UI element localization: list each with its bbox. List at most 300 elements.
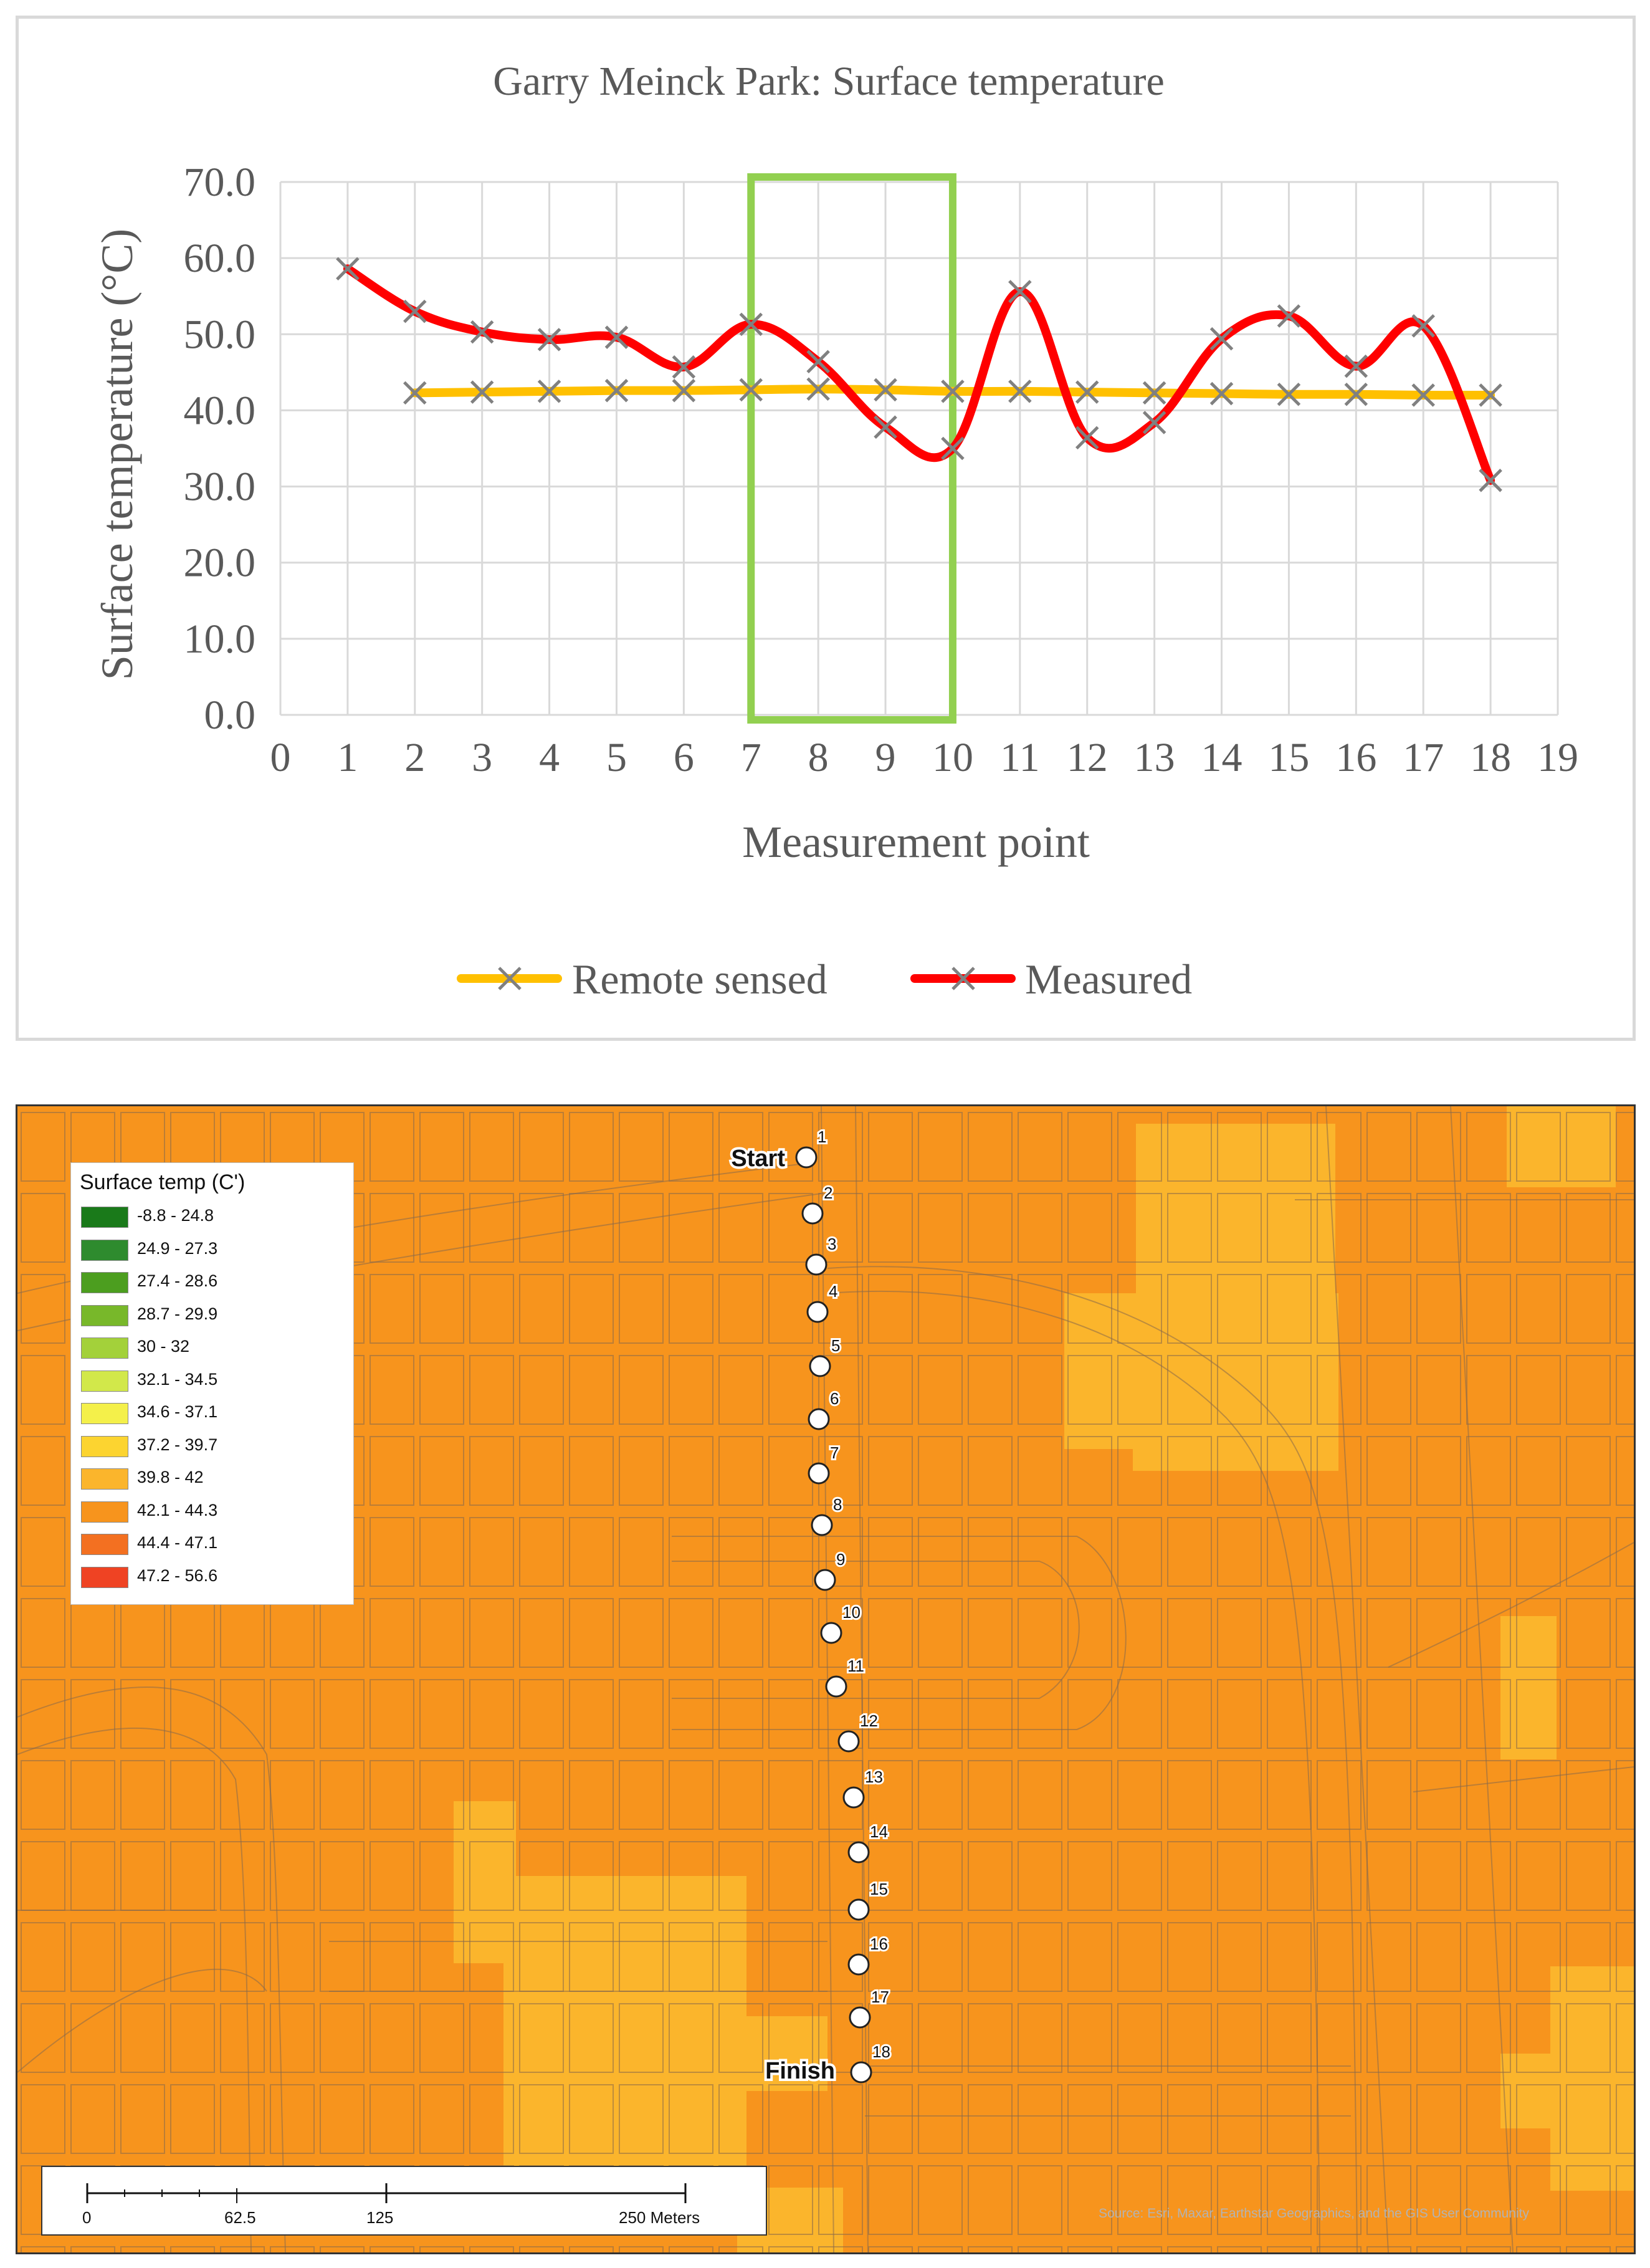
cooler-zone bbox=[454, 1876, 746, 1963]
parcel bbox=[470, 1437, 513, 1505]
parcel bbox=[420, 1356, 464, 1424]
cooler-zone bbox=[1507, 1106, 1616, 1187]
parcel bbox=[968, 2166, 1012, 2234]
x-tick-label: 16 bbox=[1335, 735, 1377, 780]
x-tick-label: 0 bbox=[270, 735, 291, 780]
parcel bbox=[918, 2247, 962, 2252]
parcel bbox=[1018, 1680, 1062, 1748]
point-label: 7 bbox=[830, 1443, 839, 1462]
parcel bbox=[21, 1275, 65, 1343]
parcel bbox=[1018, 2004, 1062, 2072]
measurement-point-9 bbox=[815, 1550, 845, 1590]
parcel bbox=[968, 1194, 1012, 1262]
parcel bbox=[968, 1437, 1012, 1505]
parcel bbox=[1068, 1923, 1112, 1991]
parcel bbox=[1616, 1437, 1634, 1505]
chart-title: Garry Meinck Park: Surface temperature bbox=[493, 59, 1165, 104]
parcel bbox=[420, 2004, 464, 2072]
parcel bbox=[1267, 2247, 1311, 2252]
parcel bbox=[1068, 2085, 1112, 2153]
legend-class-label: 47.2 - 56.6 bbox=[137, 1566, 218, 1585]
parcel bbox=[21, 1518, 65, 1586]
legend-class-swatch bbox=[81, 1501, 128, 1523]
y-tick-label: 0.0 bbox=[204, 692, 255, 738]
parcel bbox=[1417, 1437, 1461, 1505]
parcel bbox=[619, 1680, 663, 1748]
parcel bbox=[1018, 1761, 1062, 1829]
legend-class-label: 42.1 - 44.3 bbox=[137, 1500, 218, 1519]
parcel bbox=[221, 1680, 264, 1748]
parcel bbox=[370, 1518, 414, 1586]
parcel bbox=[171, 1599, 214, 1667]
parcel bbox=[968, 1112, 1012, 1181]
parcel bbox=[1417, 1923, 1461, 1991]
scale-label-1: 62.5 bbox=[224, 2208, 256, 2227]
cooler-zone bbox=[1500, 1616, 1557, 1759]
y-tick-label: 20.0 bbox=[183, 540, 255, 586]
parcel bbox=[121, 1761, 165, 1829]
legend-class-label: 24.9 - 27.3 bbox=[137, 1238, 218, 1258]
parcel bbox=[370, 2085, 414, 2153]
parcel bbox=[420, 1518, 464, 1586]
parcel bbox=[370, 1112, 414, 1181]
parcel bbox=[1616, 1518, 1634, 1586]
parcel bbox=[1417, 2247, 1461, 2252]
parcel bbox=[619, 1194, 663, 1262]
x-tick-label: 6 bbox=[673, 735, 694, 780]
legend-class-swatch bbox=[81, 1272, 128, 1293]
parcel bbox=[1367, 1518, 1411, 1586]
parcel bbox=[1417, 1761, 1461, 1829]
parcel bbox=[968, 2004, 1012, 2072]
parcel bbox=[1567, 1275, 1610, 1343]
parcel bbox=[270, 1761, 314, 1829]
parcel bbox=[1168, 1518, 1211, 1586]
parcel bbox=[869, 1437, 912, 1505]
legend-item-measured bbox=[915, 955, 1192, 1003]
parcel bbox=[669, 1680, 713, 1748]
parcel bbox=[1018, 1599, 1062, 1667]
parcel bbox=[1517, 2247, 1560, 2252]
parcel bbox=[470, 2247, 513, 2252]
parcel bbox=[1018, 1112, 1062, 1181]
parcel bbox=[769, 1275, 813, 1343]
point-label: 9 bbox=[836, 1550, 846, 1569]
cooler-zone bbox=[503, 1963, 746, 2200]
parcel bbox=[520, 1356, 563, 1424]
cooler-zone bbox=[1500, 2054, 1557, 2128]
parcel bbox=[1068, 1680, 1112, 1748]
parcel bbox=[1068, 1842, 1112, 1910]
parcel bbox=[918, 2004, 962, 2072]
point-label: 15 bbox=[870, 1880, 888, 1898]
legend-class-label: 44.4 - 47.1 bbox=[137, 1533, 218, 1552]
legend-class-swatch bbox=[81, 1240, 128, 1261]
legend-class-label: 37.2 - 39.7 bbox=[137, 1435, 218, 1454]
parcel bbox=[570, 1518, 613, 1586]
parcel bbox=[21, 2085, 65, 2153]
parcel bbox=[1168, 1680, 1211, 1748]
parcel bbox=[769, 1680, 813, 1748]
parcel bbox=[1417, 1194, 1461, 1262]
parcel bbox=[1417, 1599, 1461, 1667]
parcel bbox=[1317, 2085, 1361, 2153]
x-tick-label: 13 bbox=[1133, 735, 1175, 780]
parcel bbox=[1567, 1437, 1610, 1505]
parcel bbox=[1118, 1923, 1161, 1991]
parcel bbox=[570, 1761, 613, 1829]
parcel bbox=[21, 1437, 65, 1505]
map-source-credit: Source: Esri, Maxar, Earthstar Geographics, and the GIS User Community bbox=[1099, 2206, 1529, 2221]
legend-class-label: 34.6 - 37.1 bbox=[137, 1402, 218, 1421]
parcel bbox=[1168, 1842, 1211, 1910]
parcel bbox=[1417, 1680, 1461, 1748]
parcel bbox=[1417, 2166, 1461, 2234]
x-tick-label: 15 bbox=[1268, 735, 1310, 780]
parcel bbox=[1567, 1356, 1610, 1424]
parcel bbox=[1168, 2085, 1211, 2153]
parcel bbox=[1018, 1842, 1062, 1910]
point-label: 10 bbox=[842, 1603, 861, 1622]
parcel bbox=[1517, 1356, 1560, 1424]
parcel bbox=[619, 1518, 663, 1586]
parcel bbox=[1417, 1518, 1461, 1586]
parcel bbox=[1367, 1761, 1411, 1829]
y-tick-label: 40.0 bbox=[183, 388, 255, 434]
parcel bbox=[21, 1356, 65, 1424]
parcel bbox=[669, 1518, 713, 1586]
scale-label-2: 125 bbox=[366, 2208, 394, 2227]
parcel bbox=[1567, 1599, 1610, 1667]
parcel bbox=[1367, 1680, 1411, 1748]
parcel bbox=[1567, 1194, 1610, 1262]
parcel bbox=[1417, 1356, 1461, 1424]
measurement-point-17 bbox=[850, 1988, 889, 2027]
parcel bbox=[171, 2247, 214, 2252]
series-line-measured bbox=[348, 269, 1490, 481]
parcel bbox=[470, 1275, 513, 1343]
parcel bbox=[121, 2085, 165, 2153]
scale-bar bbox=[41, 2166, 767, 2236]
legend-class-swatch bbox=[81, 1371, 128, 1392]
parcel bbox=[1267, 1761, 1311, 1829]
parcel bbox=[1218, 2247, 1261, 2252]
parcel bbox=[769, 1599, 813, 1667]
parcel bbox=[320, 1842, 364, 1910]
parcel bbox=[918, 1842, 962, 1910]
street-outline bbox=[17, 1969, 267, 2072]
parcel bbox=[619, 1275, 663, 1343]
point-label: 16 bbox=[870, 1935, 888, 1953]
parcel bbox=[420, 1194, 464, 1262]
parcel bbox=[1068, 1194, 1112, 1262]
parcel bbox=[21, 1923, 65, 1991]
parcel bbox=[769, 2085, 813, 2153]
parcel bbox=[570, 1680, 613, 1748]
scale-label-0: 0 bbox=[82, 2208, 92, 2227]
parcel bbox=[769, 1194, 813, 1262]
parcel bbox=[570, 1437, 613, 1505]
parcel bbox=[171, 1761, 214, 1829]
parcel bbox=[1517, 1194, 1560, 1262]
parcel bbox=[171, 1923, 214, 1991]
parcel bbox=[1018, 2247, 1062, 2252]
point-label: 12 bbox=[860, 1711, 878, 1730]
parcel bbox=[1367, 1599, 1411, 1667]
parcel bbox=[918, 1275, 962, 1343]
parcel bbox=[619, 1356, 663, 1424]
parcel bbox=[1417, 1842, 1461, 1910]
parcel bbox=[1317, 1518, 1361, 1586]
parcel bbox=[918, 1112, 962, 1181]
parcel bbox=[918, 2166, 962, 2234]
parcel bbox=[1118, 1680, 1161, 1748]
measurement-point-18 bbox=[851, 2042, 890, 2082]
parcel bbox=[21, 1599, 65, 1667]
parcel bbox=[1118, 2085, 1161, 2153]
measurement-point-12 bbox=[839, 1711, 878, 1751]
y-tick-label: 60.0 bbox=[183, 236, 255, 282]
parcel bbox=[1267, 1842, 1311, 1910]
parcel bbox=[669, 1275, 713, 1343]
parcel bbox=[1267, 2085, 1311, 2153]
parcel bbox=[1218, 2166, 1261, 2234]
legend-class-label: 39.8 - 42 bbox=[137, 1468, 204, 1486]
parcel bbox=[769, 1761, 813, 1829]
scale-label-3: 250 Meters bbox=[619, 2208, 700, 2227]
y-tick-label: 30.0 bbox=[183, 464, 255, 510]
parcel bbox=[121, 1842, 165, 1910]
parcel bbox=[1168, 1599, 1211, 1667]
parcel bbox=[570, 1356, 613, 1424]
point-label: 5 bbox=[831, 1336, 841, 1355]
parcel bbox=[619, 1437, 663, 1505]
parcel bbox=[869, 2247, 912, 2252]
parcel bbox=[869, 2166, 912, 2234]
parcel bbox=[1118, 2166, 1161, 2234]
parcel bbox=[1068, 1761, 1112, 1829]
parcel bbox=[570, 1112, 613, 1181]
parcel bbox=[470, 1599, 513, 1667]
parcel bbox=[370, 1275, 414, 1343]
parcel bbox=[1517, 1437, 1560, 1505]
parcel bbox=[719, 1761, 763, 1829]
parcel bbox=[669, 1194, 713, 1262]
parcel bbox=[71, 2004, 115, 2072]
parcel bbox=[1068, 1112, 1112, 1181]
parcel bbox=[121, 1599, 165, 1667]
legend-class-label: 32.1 - 34.5 bbox=[137, 1369, 218, 1389]
parcel bbox=[320, 2004, 364, 2072]
parcel bbox=[1168, 2004, 1211, 2072]
parcel bbox=[520, 1275, 563, 1343]
x-tick-label: 2 bbox=[404, 735, 426, 780]
parcel bbox=[869, 2004, 912, 2072]
parcel bbox=[121, 2247, 165, 2252]
parcel bbox=[669, 1599, 713, 1667]
parcel bbox=[1018, 1194, 1062, 1262]
parcel bbox=[1168, 1761, 1211, 1829]
parcel bbox=[968, 1518, 1012, 1586]
parcel bbox=[769, 1356, 813, 1424]
parcel bbox=[370, 2004, 414, 2072]
parcel bbox=[918, 1518, 962, 1586]
parcel bbox=[370, 2247, 414, 2252]
measurement-point-8 bbox=[812, 1495, 842, 1535]
parcel bbox=[1517, 1842, 1560, 1910]
parcel bbox=[769, 1437, 813, 1505]
parcel bbox=[1317, 2166, 1361, 2234]
parcel bbox=[1567, 1761, 1610, 1829]
parcel bbox=[1168, 2166, 1211, 2234]
parcel bbox=[320, 1599, 364, 1667]
parcel bbox=[1467, 1842, 1510, 1910]
parcel bbox=[719, 1599, 763, 1667]
map-panel bbox=[16, 1104, 1636, 2254]
parcel bbox=[21, 1680, 65, 1748]
parcel bbox=[1367, 2085, 1411, 2153]
parcel bbox=[221, 1599, 264, 1667]
parcel bbox=[1467, 2247, 1510, 2252]
parcel bbox=[420, 1275, 464, 1343]
parcel bbox=[1367, 2004, 1411, 2072]
parcel bbox=[1218, 1761, 1261, 1829]
parcel bbox=[21, 2004, 65, 2072]
parcel bbox=[719, 1680, 763, 1748]
legend-class-swatch bbox=[81, 1436, 128, 1457]
parcel bbox=[520, 1194, 563, 1262]
parcel bbox=[968, 1275, 1012, 1343]
parcel bbox=[1018, 1356, 1062, 1424]
parcel bbox=[520, 1680, 563, 1748]
parcel bbox=[221, 2247, 264, 2252]
parcel bbox=[869, 1194, 912, 1262]
x-axis-label: Measurement point bbox=[742, 817, 1090, 867]
parcel bbox=[1018, 1923, 1062, 1991]
parcel bbox=[869, 1112, 912, 1181]
parcel bbox=[1467, 1194, 1510, 1262]
parcel bbox=[968, 1599, 1012, 1667]
parcel bbox=[1417, 2085, 1461, 2153]
parcel bbox=[1616, 1275, 1634, 1343]
parcel bbox=[1367, 1437, 1411, 1505]
parcel bbox=[71, 1599, 115, 1667]
parcel bbox=[1018, 2085, 1062, 2153]
parcel bbox=[1218, 1842, 1261, 1910]
parcel bbox=[918, 2085, 962, 2153]
legend-label: Remote sensed bbox=[572, 955, 827, 1003]
legend-class-swatch bbox=[81, 1305, 128, 1326]
parcel bbox=[420, 2247, 464, 2252]
parcel bbox=[968, 1680, 1012, 1748]
x-tick-label: 4 bbox=[539, 735, 560, 780]
parcel bbox=[370, 1761, 414, 1829]
parcel bbox=[270, 2247, 314, 2252]
parcel bbox=[819, 2085, 862, 2153]
point-label: 17 bbox=[871, 1988, 889, 2006]
parcel bbox=[121, 2004, 165, 2072]
parcel bbox=[1467, 1112, 1510, 1181]
parcel bbox=[71, 2085, 115, 2153]
y-tick-label: 50.0 bbox=[183, 312, 255, 358]
point-label: 1 bbox=[818, 1127, 827, 1146]
legend-class-label: 30 - 32 bbox=[137, 1337, 190, 1356]
parcel bbox=[470, 1680, 513, 1748]
parcel bbox=[470, 1518, 513, 1586]
parcel bbox=[1018, 1437, 1062, 1505]
parcel bbox=[968, 1356, 1012, 1424]
parcel bbox=[918, 1923, 962, 1991]
x-tick-label: 1 bbox=[337, 735, 358, 780]
point-label: 2 bbox=[824, 1184, 833, 1202]
parcel bbox=[669, 1761, 713, 1829]
parcel bbox=[869, 2085, 912, 2153]
parcel bbox=[869, 1599, 912, 1667]
parcel bbox=[1317, 1680, 1361, 1748]
parcel bbox=[1567, 1842, 1610, 1910]
parcel bbox=[769, 1923, 813, 1991]
parcel bbox=[420, 2085, 464, 2153]
parcel bbox=[370, 1842, 414, 1910]
parcel bbox=[1517, 1761, 1560, 1829]
parcel bbox=[968, 2247, 1012, 2252]
parcel bbox=[719, 1275, 763, 1343]
parcel bbox=[470, 1112, 513, 1181]
parcel bbox=[171, 2085, 214, 2153]
parcel bbox=[21, 1112, 65, 1181]
legend-class-label: 28.7 - 29.9 bbox=[137, 1304, 218, 1323]
parcel bbox=[21, 1194, 65, 1262]
measurement-point-2 bbox=[803, 1184, 832, 1223]
parcel bbox=[619, 1761, 663, 1829]
x-tick-label: 17 bbox=[1403, 735, 1444, 780]
map-legend bbox=[70, 1162, 354, 1605]
parcel bbox=[71, 1923, 115, 1991]
parcel bbox=[869, 1356, 912, 1424]
street-outline bbox=[672, 1536, 1126, 1730]
start-label: Start bbox=[731, 1146, 785, 1172]
parcel bbox=[520, 1599, 563, 1667]
legend-class-swatch bbox=[81, 1567, 128, 1588]
parcel bbox=[918, 1356, 962, 1424]
parcel bbox=[719, 1194, 763, 1262]
parcel bbox=[1317, 2247, 1361, 2252]
parcel bbox=[918, 1194, 962, 1262]
parcel bbox=[669, 1356, 713, 1424]
parcel bbox=[769, 1518, 813, 1586]
parcel bbox=[370, 1194, 414, 1262]
parcel bbox=[121, 1923, 165, 1991]
x-tick-label: 14 bbox=[1201, 735, 1242, 780]
parcel bbox=[1616, 1842, 1634, 1910]
parcel bbox=[719, 1437, 763, 1505]
parcel bbox=[1567, 1680, 1610, 1748]
parcel bbox=[570, 1275, 613, 1343]
parcel bbox=[221, 1761, 264, 1829]
parcel bbox=[1616, 1680, 1634, 1748]
parcel bbox=[869, 1923, 912, 1991]
measurement-point-11 bbox=[826, 1657, 864, 1696]
parcel bbox=[370, 1599, 414, 1667]
parcel bbox=[719, 1518, 763, 1586]
parcel bbox=[21, 1761, 65, 1829]
parcel bbox=[570, 1599, 613, 1667]
parcel bbox=[918, 1599, 962, 1667]
parcel bbox=[669, 2247, 713, 2252]
legend-class-swatch bbox=[81, 1403, 128, 1424]
parcel bbox=[171, 1842, 214, 1910]
cooler-zone bbox=[1133, 1293, 1338, 1471]
